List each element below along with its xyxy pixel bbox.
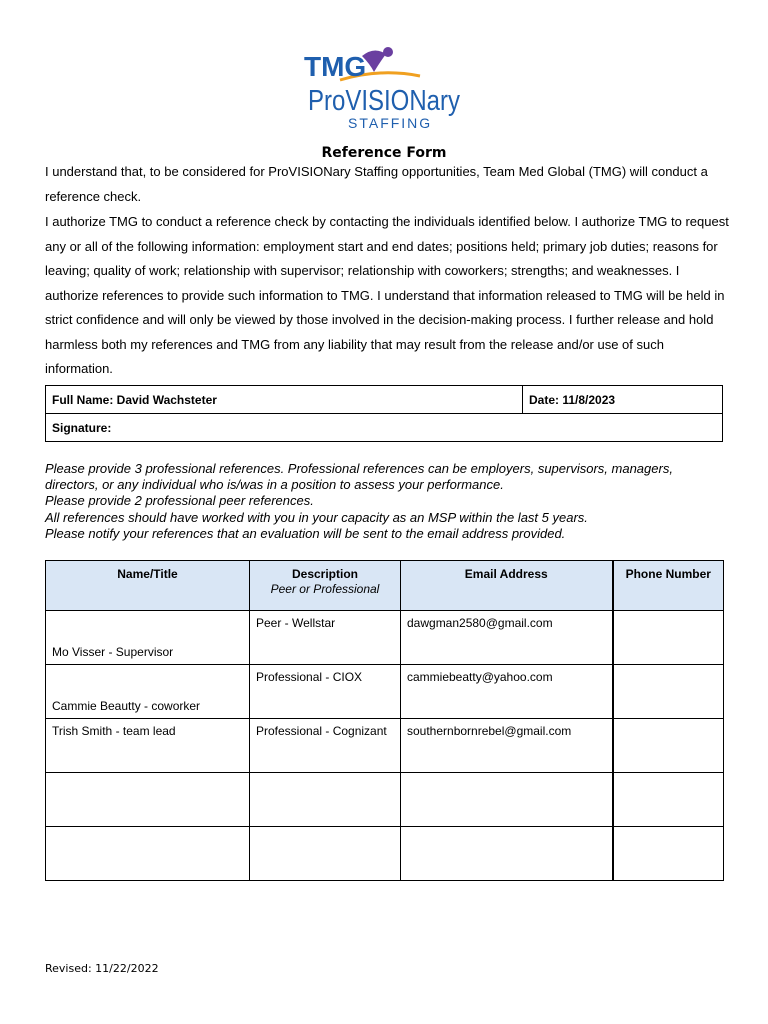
reference-email-cell[interactable] <box>401 827 613 881</box>
reference-name-cell[interactable] <box>46 773 250 827</box>
header-description-sub: Peer or Professional <box>270 582 380 596</box>
applicant-info-table <box>45 385 723 442</box>
instruction-line: directors, or any individual who is/was in a position to assess your performance. <box>45 477 504 493</box>
reference-name-cell[interactable]: Cammie Beautty - coworker <box>46 665 250 719</box>
reference-name-cell[interactable]: Trish Smith - team lead <box>46 719 250 773</box>
table-row <box>46 827 724 881</box>
reference-description-cell[interactable] <box>250 827 401 881</box>
reference-email-cell[interactable]: cammiebeatty@yahoo.com <box>401 665 613 719</box>
reference-description-cell[interactable]: Professional - CIOX <box>250 665 401 719</box>
header-email: Email Address <box>401 561 613 611</box>
revision-date: Revised: 11/22/2022 <box>45 962 159 975</box>
instruction-line: Please notify your references that an evaluation will be sent to the email address provided. <box>45 525 566 541</box>
instruction-line: All references should have worked with you in your capacity as an MSP within the last 5 years. <box>45 509 588 525</box>
authorization-paragraph: I authorize TMG to conduct a reference check by contacting the individuals identified below. I authorize TMG to request any or all of the following information: employment start and end dates; positions held; primary job duties; reasons for leaving; quality of work; relationship with supervisor; relationship with coworkers; strengths; and weaknesses. I authorize references to provide such information to TMG. I understand that information released to TMG will be held in strict confidence and will only be viewed by those involved in the decision-making process. I further release and hold harmless both my references and TMG from any liability that may result from the release and/or use of such information. <box>45 214 729 376</box>
reference-email-cell[interactable]: southernbornrebel@gmail.com <box>401 719 613 773</box>
reference-email-cell[interactable] <box>401 773 613 827</box>
full-name-field[interactable]: Full Name: David Wachsteter <box>46 386 523 414</box>
reference-phone-cell[interactable] <box>613 719 724 773</box>
reference-name-cell[interactable] <box>46 827 250 881</box>
reference-email-cell[interactable]: dawgman2580@gmail.com <box>401 611 613 665</box>
header-description-label: Description <box>291 567 358 581</box>
table-row <box>46 719 724 773</box>
svg-text:STAFFING: STAFFING <box>348 115 433 131</box>
intro-paragraph: I understand that, to be considered for ProVISIONary Staffing opportunities, Team Med Global (TMG) will conduct a reference check. <box>45 164 708 204</box>
table-row <box>46 665 724 719</box>
reference-phone-cell[interactable] <box>613 773 724 827</box>
date-field[interactable]: Date: 11/8/2023 <box>523 386 723 414</box>
table-header-row <box>46 561 724 611</box>
reference-description-cell[interactable] <box>250 773 401 827</box>
header-phone: Phone Number <box>613 561 724 611</box>
reference-description-cell[interactable]: Peer - Wellstar <box>250 611 401 665</box>
instruction-line: Please provide 3 professional references. Professional references can be employers, supervisors, managers, <box>45 461 673 476</box>
header-name-title: Name/Title <box>46 561 250 611</box>
table-row <box>46 773 724 827</box>
header-description <box>250 561 401 611</box>
svg-text:ProVISIONary: ProVISIONary <box>308 85 461 117</box>
references-table <box>45 560 724 881</box>
signature-field[interactable]: Signature: <box>46 414 723 442</box>
table-row <box>46 611 724 665</box>
instructions <box>45 461 735 542</box>
reference-phone-cell[interactable] <box>613 827 724 881</box>
reference-name-cell[interactable]: Mo Visser - Supervisor <box>46 611 250 665</box>
page-title: Reference Form <box>321 145 447 161</box>
reference-phone-cell[interactable] <box>613 665 724 719</box>
instruction-line: Please provide 2 professional peer references. <box>45 493 314 509</box>
svg-text:TMG: TMG <box>304 51 367 82</box>
tmg-provisionary-logo <box>300 46 470 132</box>
reference-description-cell[interactable]: Professional - Cognizant <box>250 719 401 773</box>
reference-phone-cell[interactable] <box>613 611 724 665</box>
